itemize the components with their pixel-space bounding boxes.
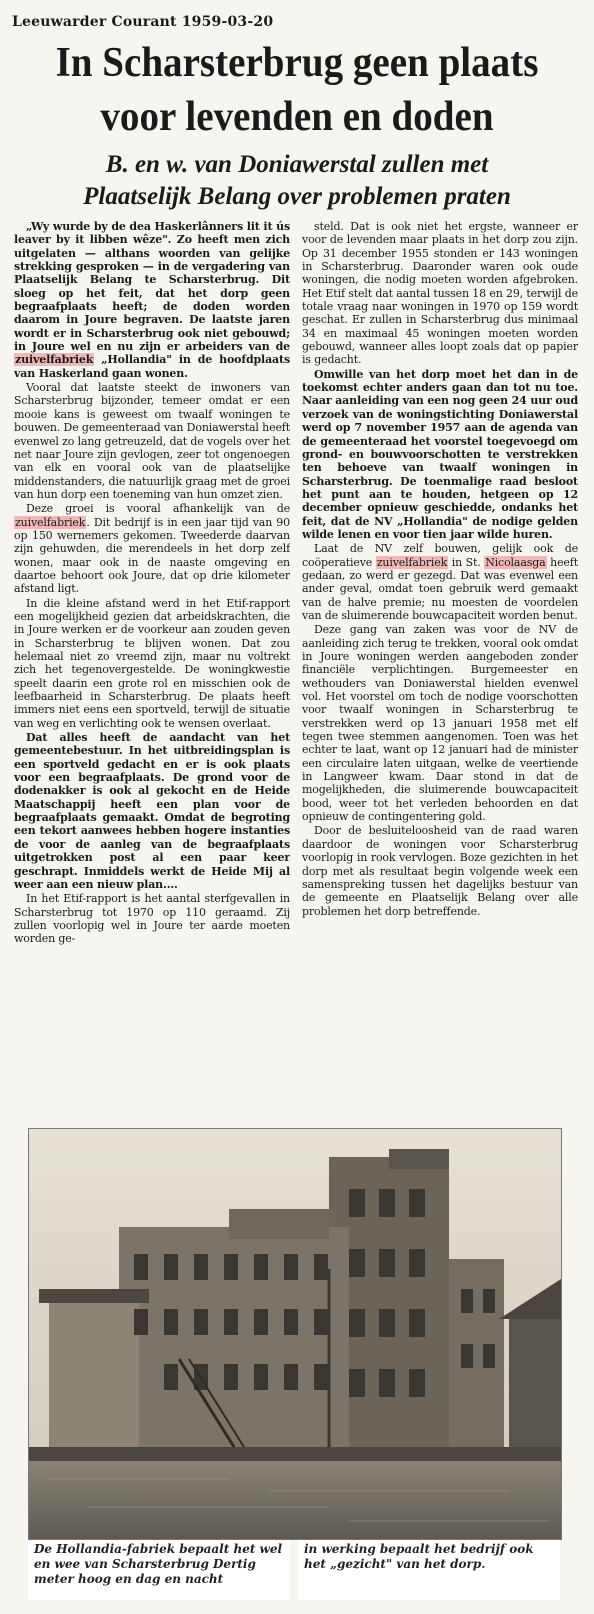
article-paragraph [302, 542, 578, 622]
paragraph-text: Vooral dat laatste steekt de inwoners van Scharsterbrug bijzonder, temeer omdat er een mooie kans is geweest om twaalf woningen te bouwen. De gemeenteraad van Doniawerstal heeft evenwel zo lang getreuzeld, dat de vogels over het net naar Joure zijn gevlogen, zeer tot ongenoegen van elk en vooral ook van de plaatselijke middenstanders, die natuurlijk graag met de groei van hun dorp een toeneming van hun omzet zien. [14, 381, 290, 501]
article-paragraph [302, 368, 578, 541]
article-paragraph [302, 623, 578, 823]
article-paragraph [14, 502, 290, 595]
factory-photo [28, 1128, 562, 1540]
paragraph-text: Deze gang van zaken was voor de NV de aanleiding zich terug te trekken, vooral ook omdat in Joure woningen werden aangeboden zonder financiële verplichtingen. Burgemeester en wethouders van Doniawerstal hielden evenwel vol. Het voorstel om toch de nodige voorschotten voor twaalf woningen in Scharsterbrug te verstrekken werd op 13 januari 1958 met elf tegen twee stemmen aangenomen. Toen was het echter te laat, want op 12 januari had de minister een circulaire laten uitgaan, welke de veertiende in Langweer kwam. Daar stond in dat de mogelijkheden, die sluimerende bouwcapaciteit bood, weer tot het verleden behoorden en dat opnieuw de contingentering gold. [302, 623, 578, 824]
masthead: Leeuwarder Courant 1959-03-20 [12, 14, 274, 30]
highlighted-term: Nicolaasga [485, 555, 546, 569]
highlighted-term: zuivelfabriek [15, 515, 86, 529]
headline-line-1: In Scharsterbrug geen plaats [55, 40, 539, 86]
subheadline-line-1: B. en w. van Doniawerstal zullen met [105, 151, 489, 178]
article-paragraph [14, 597, 290, 730]
highlighted-term: zuivelfabriek [376, 555, 448, 569]
photo-caption-right: in werking bepaalt het bedrijf ook het „gezicht" van het dorp. [298, 1540, 560, 1600]
article-paragraph [14, 220, 290, 380]
photo-caption-left: De Hollandia-fabriek bepaalt het wel en wee van Scharsterbrug Dertig meter hoog en dag en nacht [28, 1540, 290, 1600]
headline-line-2: voor levenden en doden [100, 94, 494, 140]
paragraph-text: Omwille van het dorp moet het dan in de toekomst echter anders gaan dan tot nu toe. Naar aanleiding van een nog geen 24 uur oud verzoek van de woningstichting Doniawerstal werd op 7 november 1957 aan de agenda van de gemeenteraad het voorstel toegevoegd om grond- en bouwvoorschotten te verstrekken ten behoeve van twaalf woningen in Scharsterbrug. De toenmalige raad besloot het punt aan te houden, hetgeen op 12 december opnieuw geschiedde, ondanks het feit, dat de NV „Hollandia" de nodige gelden wilde lenen en voor tien jaar wilde huren. [302, 367, 578, 541]
paragraph-text: In het Etif-rapport is het aantal sterfgevallen in Scharsterbrug tot 1970 op 110 geraamd. Zij zullen voorlopig wel in Joure ter aarde moeten worden ge- [14, 892, 290, 946]
article-paragraph [302, 220, 578, 367]
paragraph-text: Dat alles heeft de aandacht van het gemeentebestuur. In het uitbreidingsplan is een sportveld gedacht en er is ook plaats voor een begraafplaats. De grond voor de dodenakker is ook al gekocht en de Heide Maatschappij heeft een plan voor de begraafplaats gemaakt. Omdat de begroting een tekort aanwees hebben hogere instanties de voor de aanleg van de begraafplaats uitgetrokken post al een paar keer geschrapt. Inmiddels werkt de Heide Mij al weer aan een nieuw plan.... [14, 731, 290, 891]
paragraph-text: heeft gedaan, zo werd er gezegd. Dat was evenwel een ander geval, omdat toen gebruik werd gemaakt van de halve premie; nu moesten de voordelen van de sluimerende bouwcapaciteit worden benut. [302, 555, 578, 622]
article-paragraph [302, 824, 578, 917]
article-paragraph [14, 731, 290, 891]
paragraph-text: Deze groei is vooral afhankelijk van de [26, 502, 290, 516]
article-column-right [302, 220, 578, 1115]
highlighted-term: zuivelfabriek [15, 353, 94, 367]
article-paragraph [14, 892, 290, 945]
paragraph-text: in St. [448, 555, 485, 569]
paragraph-text: . Dit bedrijf is in een jaar tijd van 90 op 150 wernemers gekomen. Tweederde daarvan zijn gehuwden, die merendeels in het dorp zelf wonen, maar ook in de naaste omgeving en daartoe behoort ook Joure, dat op drie kilometer afstand ligt. [14, 515, 290, 596]
subheadline-line-2: Plaatselijk Belang over problemen praten [83, 183, 511, 210]
paragraph-text: „Wy wurde by de dea Haskerlânners lit it ús leaver by it libben wêze". Zo heeft men zich uitgelaten — althans woorden van gelijke strekking gesproken — in de vergadering van Plaatselijk Belang te Scharsterbrug. Dit sloeg op het feit, dat het dorp geen begraafplaats heeft; de doden worden daarom in Joure begraven. De laatste jaren wordt er in Scharsterbrug ook niet gebouwd; in Joure wel en nu zijn er arbeiders van de [14, 220, 290, 354]
article-paragraph [14, 381, 290, 501]
paragraph-text: Door de besluiteloosheid van de raad waren daardoor de woningen voor Scharsterbrug voorlopig in rook vervlogen. Boze gezichten in het dorp met als resultaat begin volgende week een samenspreking tussen het dagelijks bestuur van de gemeente en Plaatselijk Belang over alle problemen het dorp betreffende. [302, 824, 578, 918]
paragraph-text: steld. Dat is ook niet het ergste, wanneer er voor de levenden maar plaats in het dorp zou zijn. Op 31 december 1955 stonden er 143 woningen in Scharsterbrug. Daaronder waren ook oude woningen, die nodig moeten worden afgebroken. Het Etif stelt dat aantal tussen 18 en 29, terwijl de totale vraag naar woningen in 1970 op 159 wordt geschat. Er zullen in Scharsterbrug dus minimaal 34 en maximaal 45 woningen moeten worden gebouwd, wanneer alles loopt zoals dat op papier is gedacht. [302, 220, 578, 367]
article-column-left [14, 220, 290, 1115]
paragraph-text: In die kleine afstand werd in het Etif-rapport een mogelijkheid gezien dat arbeidskrachten, die in Joure werken er de voorkeur aan zouden geven in Scharsterbrug te blijven wonen. Dat zou helemaal niet zo vreemd zijn, maar nu voltrekt zich het tegenovergestelde. De woningkwestie speelt daarin een grote rol en misschien ook de leefbaarheid in Scharsterbrug. De plaats heeft immers niet eens een sportveld, terwijl de situatie van weg en verlichting ook te wensen overlaat. [14, 596, 290, 730]
paragraph-text: „Hollandia" in de hoofdplaats van Haskerland gaan wonen. [14, 353, 290, 380]
factory-photo-illustration [29, 1129, 561, 1539]
paragraph-text: Laat de NV zelf bouwen, gelijk ook de coöperatieve [302, 542, 578, 569]
